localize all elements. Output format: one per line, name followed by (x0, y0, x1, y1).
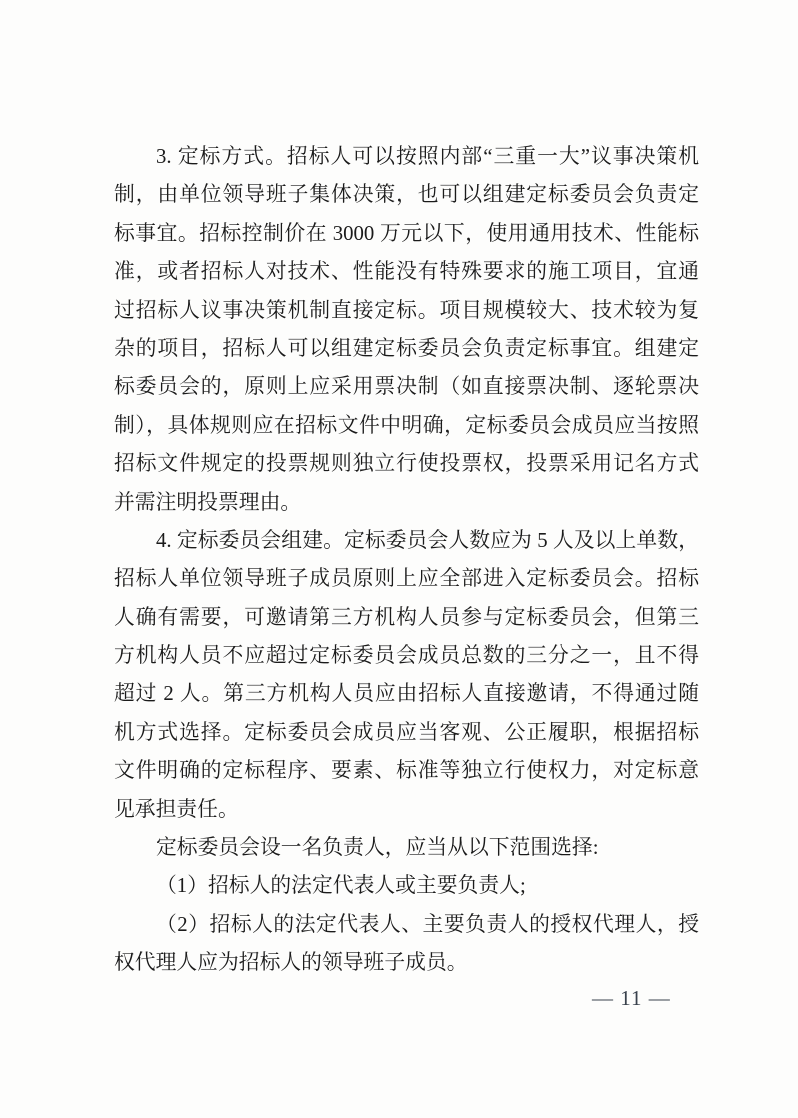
text-line: 3. 定标方式。招标人可以按照内部“三重一大”议事决策机 (156, 145, 699, 168)
text-line: 人确有需要，可邀请第三方机构人员参与定标委员会，但第三 (114, 605, 699, 629)
text-line: 超过 2 人。第三方机构人员应由招标人直接邀请，不得通过随 (114, 682, 699, 706)
text-line: 杂的项目，招标人可以组建定标委员会负责定标事宜。组建定 (114, 336, 699, 360)
text-line: 4. 定标委员会组建。定标委员会人数应为 5 人及以上单数， (156, 528, 699, 552)
text-line: 标委员会的，原则上应采用票决制（如直接票决制、逐轮票决 (114, 375, 699, 399)
text-line: 过招标人议事决策机制直接定标。项目规模较大、技术较为复 (114, 298, 699, 322)
text-line: 并需注明投票理由。 (114, 490, 302, 514)
text-line: 制，由单位领导班子集体决策，也可以组建定标委员会负责定 (114, 183, 699, 207)
text-line: （2）招标人的法定代表人、主要负责人的授权代理人，授 (156, 912, 699, 936)
text-line: 方机构人员不应超过定标委员会成员总数的三分之一，且不得 (114, 644, 699, 668)
text-line: 标事宜。招标控制价在 3000 万元以下，使用通用技术、性能标 (114, 221, 699, 245)
document-body (114, 138, 699, 983)
text-line: 招标人单位领导班子成员原则上应全部进入定标委员会。招标 (114, 567, 699, 591)
page-number: — 11 — (592, 986, 671, 1010)
text-line: （1）招标人的法定代表人或主要负责人; (156, 874, 526, 898)
text-line: 权代理人应为招标人的领导班子成员。 (114, 951, 468, 975)
text-line: 文件明确的定标程序、要素、标准等独立行使权力，对定标意 (114, 759, 699, 783)
text-line: 机方式选择。定标委员会成员应当客观、公正履职，根据招标 (114, 720, 699, 744)
text-line: 见承担责任。 (114, 797, 239, 821)
text-line: 定标委员会设一名负责人，应当从以下范围选择: (156, 836, 599, 860)
text-line: 招标文件规定的投票规则独立行使投票权，投票采用记名方式 (114, 452, 699, 476)
text-line: 准，或者招标人对技术、性能没有特殊要求的施工项目，宜通 (114, 260, 699, 284)
text-line: 制），具体规则应在招标文件中明确，定标委员会成员应当按照 (114, 413, 699, 437)
